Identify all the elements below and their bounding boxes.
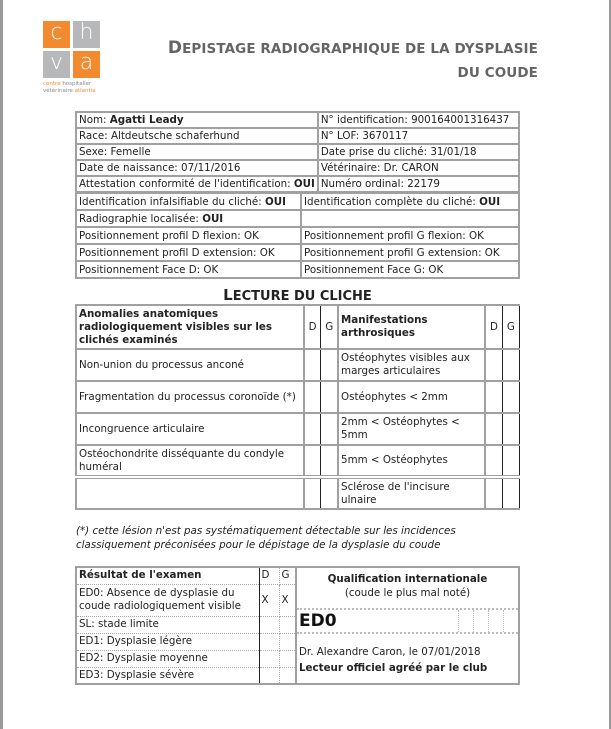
d-cell (485, 413, 502, 445)
logo-tagline-accent: atlantia (74, 87, 96, 94)
footnote-line-1: (*) cette lésion n'est pas systématiquement détectable sur les incidences (76, 525, 456, 537)
g-cell (502, 349, 519, 381)
manifestation-cell: Ostéophytes < 2mm (338, 381, 485, 413)
d-cell (259, 633, 279, 650)
result-header: Résultat de l'examen (76, 567, 259, 584)
qualification-subtitle: (coude le plus mal noté) (344, 587, 471, 599)
reader-role: Lecteur officiel agréé par le club (299, 662, 488, 674)
g-cell (279, 633, 296, 650)
logo-tagline-text: hospitalier (60, 81, 92, 87)
table-row (76, 349, 520, 381)
d-cell (304, 477, 321, 509)
manifestations-header: Manifestations arthrosiques (338, 305, 485, 349)
lof-number-cell: N° LOF: 3670117 (318, 128, 519, 144)
table-header-row (76, 567, 519, 584)
complete-id-cell: Identification complète du cliché: OUI (301, 193, 519, 210)
g-cell (321, 349, 338, 381)
position-d-flexion-cell: Positionnement profil D flexion: OK (76, 227, 301, 244)
table-row (76, 210, 519, 227)
manifestation-cell: 2mm < Ostéophytes < 5mm (338, 413, 485, 445)
table-row (76, 477, 520, 509)
page-border-left (0, 0, 3, 729)
signature-block (297, 634, 518, 676)
qualification-title: Qualification internationale (327, 573, 488, 585)
identification-table (75, 111, 520, 193)
d-cell (259, 616, 279, 633)
tamperproof-id-cell: Identification infalsifiable du cliché: OUI (76, 193, 301, 210)
title-line-2: DU COUDE (457, 65, 538, 81)
d-cell (485, 445, 502, 477)
result-label: SL: stade limite (76, 616, 259, 633)
d-header-2: D (485, 305, 502, 349)
qualification-header (297, 568, 518, 600)
qualification-slot (458, 610, 473, 632)
d-cell (485, 349, 502, 381)
d-cell (259, 667, 279, 684)
breed-cell: Race: Altdeutsche schaferhund (76, 128, 318, 144)
qualification-value: ED0 (299, 610, 337, 631)
d-cell (259, 650, 279, 667)
d-cell: X (259, 584, 279, 616)
d-cell (304, 445, 321, 477)
g-cell (502, 445, 519, 477)
d-cell (485, 381, 502, 413)
d-cell (485, 477, 502, 509)
birth-date-cell: Date de naissance: 07/11/2016 (76, 160, 318, 176)
d-header: D (259, 567, 279, 584)
position-d-extension-cell: Positionnement profil D extension: OK (76, 244, 301, 261)
document-title (150, 36, 538, 85)
lecture-table (75, 304, 520, 510)
table-row (76, 244, 519, 261)
table-row (76, 160, 519, 176)
title-line-1: EPISTAGE RADIOGRAPHIQUE DE LA DYSPLASIE (182, 41, 538, 57)
manifestation-cell: Sclérose de l'incisure ulnaire (338, 477, 485, 509)
position-g-flexion-cell: Positionnement profil G flexion: OK (301, 227, 519, 244)
g-cell (279, 650, 296, 667)
table-row (76, 227, 519, 244)
table-row (76, 176, 519, 192)
chva-logo (43, 21, 101, 94)
manifestation-cell: 5mm < Ostéophytes (338, 445, 485, 477)
qualification-slot (503, 610, 518, 632)
ordinal-number-cell: Numéro ordinal: 22179 (318, 176, 519, 192)
empty-cell (301, 210, 519, 227)
identification-attestation-cell: Attestation conformité de l'identification: OUI (76, 176, 318, 192)
qualification-result-box (297, 608, 518, 634)
qualification-slot (473, 610, 488, 632)
localized-xray-cell: Radiographie localisée: OUI (76, 210, 301, 227)
g-cell (321, 477, 338, 509)
veterinarian-cell: Vétérinaire: Dr. CARON (318, 160, 519, 176)
g-header-2: G (502, 305, 519, 349)
g-header: G (321, 305, 338, 349)
g-cell (279, 616, 296, 633)
dog-name-cell: Nom: Agatti Leady (76, 112, 318, 128)
anomaly-cell (76, 477, 304, 509)
g-cell (502, 477, 519, 509)
signature-text: Dr. Alexandre Caron, le 07/01/2018 (299, 646, 481, 658)
result-label: ED3: Dysplasie sévère (76, 667, 259, 684)
footnote-line-2: classiquement préconisées pour le dépistage de la dysplasie du coude (76, 539, 441, 551)
position-g-extension-cell: Positionnement profil G extension: OK (301, 244, 519, 261)
g-cell (321, 413, 338, 445)
anomaly-cell: Incongruence articulaire (76, 413, 304, 445)
table-row (76, 112, 519, 128)
g-cell (321, 445, 338, 477)
lecture-section-title: LECTURE DU CLICHE (223, 286, 372, 304)
logo-letter-v: v (43, 51, 70, 78)
title-initial: D (167, 38, 183, 58)
anomaly-cell: Fragmentation du processus coronoïde (*) (76, 381, 304, 413)
qualification-panel (296, 567, 519, 684)
result-label: ED1: Dysplasie légère (76, 633, 259, 650)
table-row (76, 128, 519, 144)
xray-date-cell: Date prise du cliché: 31/01/18 (318, 144, 519, 160)
position-face-d-cell: Positionnement Face D: OK (76, 261, 301, 278)
logo-grid (43, 21, 101, 78)
g-cell: X (279, 584, 296, 616)
table-header-row (76, 305, 520, 349)
anomaly-cell: Non-union du processus anconé (76, 349, 304, 381)
logo-tagline (43, 81, 101, 94)
result-table (75, 566, 520, 685)
logo-letter-c: c (43, 21, 70, 48)
result-label: ED0: Absence de dysplasie du coude radiologiquement visible (76, 584, 259, 616)
table-row (76, 261, 519, 278)
sex-cell: Sexe: Femelle (76, 144, 318, 160)
qualification-slot (488, 610, 503, 632)
table-row (76, 413, 520, 445)
manifestation-cell: Ostéophytes visibles aux marges articulaires (338, 349, 485, 381)
result-label: ED2: Dysplasie moyenne (76, 650, 259, 667)
logo-letter-a: a (73, 51, 100, 78)
table-row (76, 144, 519, 160)
anomalies-header: Anomalies anatomiques radiologiquement visibles sur les clichés examinés (76, 305, 304, 349)
g-cell (321, 381, 338, 413)
g-cell (502, 381, 519, 413)
logo-tagline-accent: centre (43, 81, 61, 87)
anomaly-cell: Ostéochondrite disséquante du condyle huméral (76, 445, 304, 477)
footnote (76, 524, 456, 552)
identification-number-cell: N° identification: 900164001316437 (318, 112, 519, 128)
d-header: D (304, 305, 321, 349)
g-cell (502, 413, 519, 445)
logo-letter-h: h (73, 21, 100, 48)
table-row (76, 445, 520, 477)
logo-tagline-text: vétérinaire (43, 87, 75, 94)
table-row (76, 193, 519, 210)
d-cell (304, 413, 321, 445)
g-cell (279, 667, 296, 684)
d-cell (304, 381, 321, 413)
position-face-g-cell: Positionnement Face G: OK (301, 261, 519, 278)
table-row (76, 381, 520, 413)
g-header: G (279, 567, 296, 584)
cliche-checks-table (75, 192, 520, 279)
d-cell (304, 349, 321, 381)
